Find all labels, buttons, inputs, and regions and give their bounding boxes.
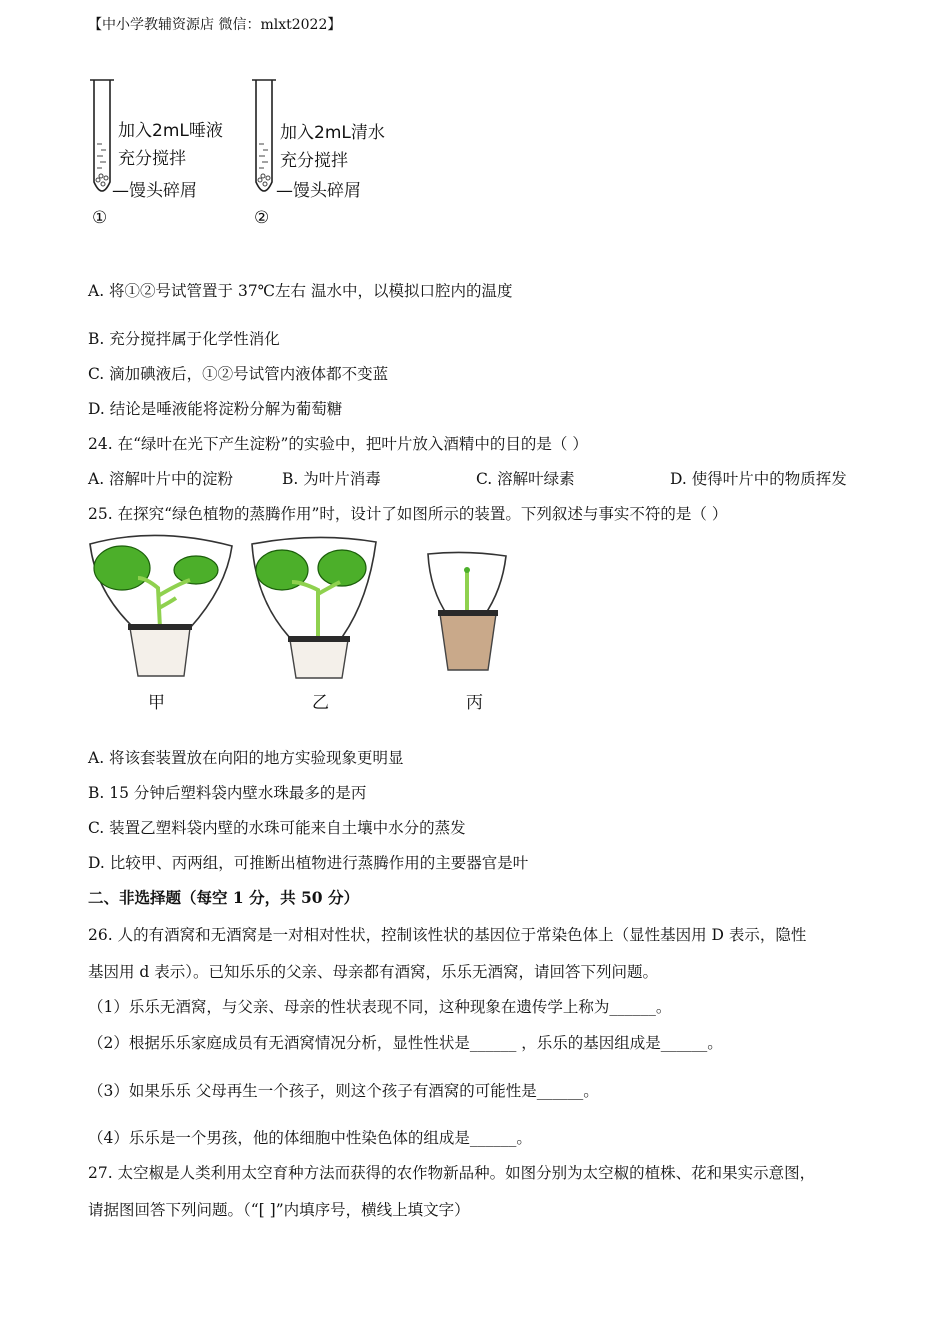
q25-stem: 25. 在探究“绿色植物的蒸腾作用”时，设计了如图所示的装置。下列叙述与事实不符的是（ ） xyxy=(88,505,728,523)
tube-2-label-1: 加入2mL清水 xyxy=(280,123,385,143)
tube-1-label-1: 加入2mL唾液 xyxy=(118,121,223,141)
test-tube-figure xyxy=(86,74,406,234)
q25-option-b: B. 15 分钟后塑料袋内壁水珠最多的是丙 xyxy=(88,784,367,802)
tube-1-number: ① xyxy=(92,208,108,228)
plant-bing-icon xyxy=(428,552,506,670)
q26-part4: （4）乐乐是一个男孩，他的体细胞中性染色体的组成是______。 xyxy=(88,1129,532,1147)
plants-drawing xyxy=(86,532,526,712)
label-yi: 乙 xyxy=(312,693,329,713)
label-bing: 丙 xyxy=(466,693,483,713)
q23-option-d: D. 结论是唾液能将淀粉分解为葡萄糖 xyxy=(88,400,343,418)
plant-jia-icon xyxy=(90,535,232,676)
q24-stem: 24. 在“绿叶在光下产生淀粉”的实验中，把叶片放入酒精中的目的是（ ） xyxy=(88,435,588,453)
section-title: 二、非选择题（每空 1 分，共 50 分） xyxy=(88,888,359,907)
q23-option-b: B. 充分搅拌属于化学性消化 xyxy=(88,330,280,348)
q24-option-c: C. 溶解叶绿素 xyxy=(476,470,575,488)
q25-option-d: D. 比较甲、丙两组，可推断出植物进行蒸腾作用的主要器官是叶 xyxy=(88,854,529,872)
q24-option-b: B. 为叶片消毒 xyxy=(282,470,381,488)
q25-option-a: A. 将该套装置放在向阳的地方实验现象更明显 xyxy=(88,749,404,767)
header-banner: 【中小学教辅资源店 微信：mlxt2022】 xyxy=(88,17,342,33)
q23-option-a: A. 将①②号试管置于 37℃左右 温水中，以模拟口腔内的温度 xyxy=(88,282,513,300)
q26-part1: （1）乐乐无酒窝，与父亲、母亲的性状表现不同，这种现象在遗传学上称为______。 xyxy=(88,998,672,1016)
q24-option-a: A. 溶解叶片中的淀粉 xyxy=(88,470,234,488)
tube-2-label-2: 充分搅拌 xyxy=(280,151,348,171)
q24-option-d: D. 使得叶片中的物质挥发 xyxy=(670,470,847,488)
q26-stem-line2: 基因用 d 表示）。已知乐乐的父亲、母亲都有酒窝，乐乐无酒窝，请回答下列问题。 xyxy=(88,963,659,981)
transpiration-figure xyxy=(86,532,526,712)
tube-1-icon xyxy=(90,80,114,191)
q25-option-c: C. 装置乙塑料袋内壁的水珠可能来自土壤中水分的蒸发 xyxy=(88,819,466,837)
tube-2-icon xyxy=(252,80,276,191)
tube-1-label-2: 充分搅拌 xyxy=(118,149,186,169)
q26-part3: （3）如果乐乐 父母再生一个孩子，则这个孩子有酒窝的可能性是______。 xyxy=(88,1082,599,1100)
label-jia: 甲 xyxy=(148,693,165,713)
q26-part2: （2）根据乐乐家庭成员有无酒窝情况分析，显性性状是______ ，乐乐的基因组成是______。 xyxy=(88,1034,723,1052)
q23-option-c: C. 滴加碘液后，①②号试管内液体都不变蓝 xyxy=(88,365,389,383)
q27-stem-line1: 27. 太空椒是人类利用太空育种方法而获得的农作物新品种。如图分别为太空椒的植株、花和果实示意图， xyxy=(88,1164,816,1182)
q26-stem-line1: 26. 人的有酒窝和无酒窝是一对相对性状，控制该性状的基因位于常染色体上（显性基因用 D 表示，隐性 xyxy=(88,926,807,944)
q27-stem-line2: 请据图回答下列问题。（“[ ]”内填序号，横线上填文字） xyxy=(88,1201,470,1219)
tube-2-number: ② xyxy=(254,208,270,228)
tube-2-label-3: —馒头碎屑 xyxy=(276,181,361,201)
tube-1-label-3: —馒头碎屑 xyxy=(112,181,197,201)
plant-yi-icon xyxy=(252,537,376,678)
